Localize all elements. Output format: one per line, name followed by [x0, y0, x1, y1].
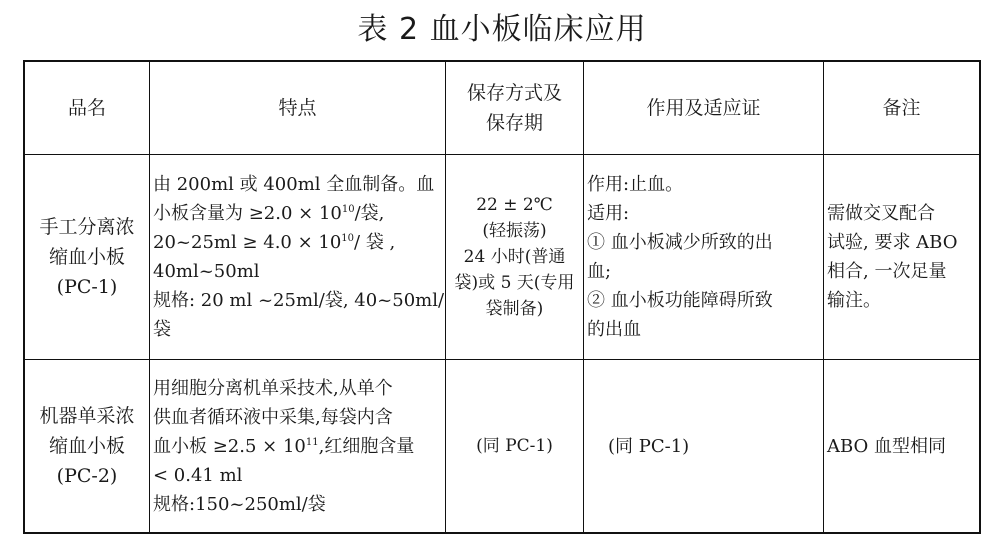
exponent: 11 [305, 436, 319, 448]
features-cell [150, 360, 446, 533]
table-row [25, 360, 980, 533]
header-usage: 作用及适应证 [584, 62, 824, 155]
remarks-line: 需做交叉配合 [827, 203, 935, 224]
usage-line: 血; [587, 261, 612, 282]
exponent: 10 [341, 204, 355, 215]
usage-line: (同 PC-1) [608, 435, 690, 457]
header-storage [446, 62, 584, 155]
features-line: 40ml~50ml [153, 261, 260, 282]
storage-line: (同 PC-1) [476, 436, 553, 456]
features-text: / 袋 , [354, 232, 396, 253]
product-name-line: 机器单采浓 [39, 405, 135, 427]
usage-line: 作用:止血。 [587, 174, 684, 195]
storage-line: 24 小时(普通 [463, 247, 566, 267]
storage-line: (轻振荡) [482, 221, 547, 241]
product-code: (PC-2) [56, 465, 118, 487]
remarks-cell [824, 155, 980, 360]
usage-line: ① 血小板减少所致的出 [587, 232, 773, 253]
features-cell [150, 155, 446, 360]
remarks-cell [824, 360, 980, 533]
storage-line: 袋)或 5 天(专用 [454, 273, 575, 293]
features-line [153, 432, 443, 461]
remarks-line: 试验, 要求 ABO [827, 232, 958, 253]
storage-cell [446, 155, 584, 360]
header-row [25, 62, 980, 155]
features-line: 供血者循环液中采集,每袋内含 [153, 406, 393, 428]
features-text: 小板含量为 ≥2.0 × 10 [153, 203, 342, 224]
features-line: < 0.41 ml [153, 464, 243, 486]
platelet-table [24, 61, 980, 533]
product-name-line: 缩血小板 [48, 435, 125, 457]
header-remarks: 备注 [824, 62, 980, 155]
product-name-line: 手工分离浓 [39, 216, 135, 238]
features-text: /袋, [354, 203, 385, 224]
product-name-cell [25, 155, 150, 360]
product-name-line: 缩血小板 [48, 246, 125, 268]
table-title: 表 2 血小板临床应用 [357, 12, 647, 47]
usage-cell [584, 360, 824, 533]
header-features: 特点 [150, 62, 446, 155]
features-line [153, 199, 443, 228]
storage-line: 袋制备) [485, 299, 544, 319]
usage-line: 的出血 [587, 319, 641, 340]
features-line: 袋 [153, 319, 171, 340]
features-line: 由 200ml 或 400ml 全血制备。血 [153, 174, 435, 195]
features-text: 血小板 ≥2.5 × 10 [153, 435, 306, 457]
features-text: 20~25ml ≥ 4.0 × 10 [153, 232, 342, 253]
features-line: 规格: 20 ml ~25ml/袋, 40~50ml/ [153, 290, 445, 311]
exponent: 10 [341, 233, 355, 244]
product-name-cell [25, 360, 150, 533]
header-storage-line2: 保存期 [485, 112, 543, 134]
remarks-line: ABO 血型相同 [827, 435, 947, 457]
usage-line: ② 血小板功能障碍所致 [587, 290, 773, 311]
remarks-line: 输注。 [827, 290, 881, 311]
usage-cell [584, 155, 824, 360]
features-line: 规格:150~250ml/袋 [153, 493, 326, 515]
features-text: ,红细胞含量 [318, 435, 415, 457]
product-code: (PC-1) [56, 276, 118, 298]
remarks-line: 相合, 一次足量 [827, 261, 947, 282]
table-row [25, 155, 980, 360]
features-line [153, 228, 443, 257]
header-name: 品名 [25, 62, 150, 155]
usage-line: 适用: [587, 203, 630, 224]
features-line: 用细胞分离机单采技术,从单个 [153, 377, 393, 399]
header-storage-line1: 保存方式及 [466, 82, 562, 104]
storage-line: 22 ± 2℃ [476, 195, 553, 215]
storage-cell [446, 360, 584, 533]
